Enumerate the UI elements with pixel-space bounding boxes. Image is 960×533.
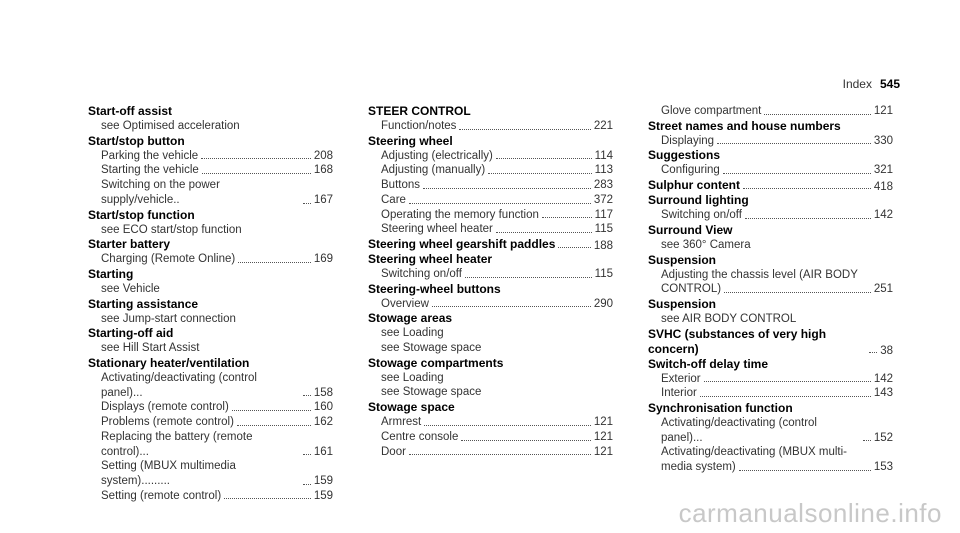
entry-title-line bbox=[648, 253, 893, 268]
sub-entry bbox=[368, 341, 613, 356]
sub-entry bbox=[648, 208, 893, 223]
index-entry bbox=[368, 282, 613, 312]
dot-leader bbox=[409, 454, 591, 455]
entry-title: Starting-off aid bbox=[88, 326, 174, 341]
sub-entry bbox=[368, 208, 613, 223]
entry-title-line bbox=[88, 356, 333, 371]
sub-entry-text: Activating/deactivating (MBUX multi- bbox=[661, 446, 847, 459]
sub-entry bbox=[88, 371, 333, 400]
entry-title: Start/stop button bbox=[88, 133, 185, 148]
sub-entry bbox=[88, 252, 333, 267]
dot-leader bbox=[739, 470, 871, 471]
entry-title-line bbox=[88, 237, 333, 252]
page-reference: 142 bbox=[873, 209, 893, 222]
index-entry bbox=[88, 237, 333, 267]
page-reference: 208 bbox=[313, 149, 333, 162]
index-entry bbox=[88, 134, 333, 208]
dot-leader bbox=[409, 203, 591, 204]
dot-leader bbox=[459, 129, 590, 130]
sub-entry-text: Operating the memory function bbox=[381, 208, 539, 221]
page-reference: 162 bbox=[313, 416, 333, 429]
index-entry bbox=[368, 400, 613, 459]
entry-title-line bbox=[368, 311, 613, 326]
entry-title-line bbox=[88, 326, 333, 341]
entry-title: Steering-wheel buttons bbox=[368, 281, 501, 296]
page-reference: 321 bbox=[873, 164, 893, 177]
sub-entry bbox=[648, 282, 893, 297]
sub-entry bbox=[648, 134, 893, 149]
sub-entry bbox=[368, 119, 613, 134]
sub-entry-text: Activating/deactivating (control panel)... bbox=[661, 417, 817, 444]
dot-leader bbox=[424, 425, 591, 426]
sub-entry-text: Displays (remote control) bbox=[101, 401, 229, 414]
sub-entry-text: Adjusting (manually) bbox=[381, 164, 486, 177]
dot-leader bbox=[717, 143, 871, 144]
entry-title-line bbox=[648, 401, 893, 416]
entry-title: Synchronisation function bbox=[648, 401, 793, 416]
sub-entry-text: see Hill Start Assist bbox=[101, 342, 200, 355]
sub-entry bbox=[368, 385, 613, 400]
dot-leader bbox=[465, 277, 592, 278]
entry-title-line bbox=[648, 178, 893, 193]
index-entry bbox=[648, 253, 893, 297]
sub-entry-text: Starting the vehicle bbox=[101, 164, 199, 177]
sub-entry bbox=[88, 149, 333, 164]
index-entry bbox=[88, 208, 333, 238]
sub-entry bbox=[648, 312, 893, 327]
entry-title-line bbox=[648, 193, 893, 208]
page-reference: 372 bbox=[593, 193, 613, 206]
entry-title-line bbox=[88, 208, 333, 223]
entry-title-line bbox=[368, 356, 613, 371]
dot-leader bbox=[461, 440, 590, 441]
index-entry bbox=[368, 356, 613, 400]
page-number: 545 bbox=[879, 77, 900, 91]
sub-entry bbox=[88, 119, 333, 134]
page-reference: 143 bbox=[873, 387, 893, 400]
page-reference: 114 bbox=[594, 149, 613, 162]
index-entry bbox=[88, 326, 333, 356]
entry-title-line bbox=[368, 282, 613, 297]
sub-entry-text: see 360° Camera bbox=[661, 238, 751, 251]
dot-leader bbox=[496, 232, 592, 233]
entry-title: Sulphur content bbox=[648, 178, 740, 193]
index-column-1 bbox=[88, 104, 333, 503]
index-entry bbox=[368, 252, 613, 282]
page-reference: 160 bbox=[313, 401, 333, 414]
sub-entry-text: Armrest bbox=[381, 416, 422, 429]
entry-title: Suspension bbox=[648, 252, 717, 267]
dot-leader bbox=[496, 158, 592, 159]
entry-title-line bbox=[88, 297, 333, 312]
sub-entry-text: see Vehicle bbox=[101, 282, 160, 295]
page-reference: 290 bbox=[593, 297, 613, 310]
entry-title: SVHC (substances of very high concern) bbox=[648, 326, 827, 356]
dot-leader bbox=[745, 218, 871, 219]
dot-leader bbox=[224, 498, 311, 499]
dot-leader bbox=[869, 352, 877, 353]
sub-entry-text: Interior bbox=[661, 387, 697, 400]
entry-title: Steering wheel bbox=[368, 133, 453, 148]
sub-entry bbox=[648, 268, 893, 283]
page-reference: 121 bbox=[593, 445, 613, 458]
entry-title: STEER CONTROL bbox=[368, 104, 471, 118]
entry-title: Stowage compartments bbox=[368, 355, 504, 370]
sub-entry bbox=[88, 223, 333, 238]
page-reference: 161 bbox=[313, 445, 333, 458]
sub-entry bbox=[368, 163, 613, 178]
sub-entry-text: Care bbox=[381, 193, 406, 206]
entry-title: Starter battery bbox=[88, 237, 171, 252]
sub-entry bbox=[648, 386, 893, 401]
page-reference: 251 bbox=[873, 283, 893, 296]
entry-title-line bbox=[368, 252, 613, 267]
sub-entry-text: Exterior bbox=[661, 372, 701, 385]
page-reference: 221 bbox=[593, 120, 613, 132]
page-reference: 159 bbox=[313, 474, 333, 487]
sub-entry bbox=[368, 415, 613, 430]
sub-entry-text: Switching on/off bbox=[381, 267, 462, 280]
index-entry bbox=[648, 119, 893, 149]
sub-entry bbox=[368, 326, 613, 341]
sub-entry-text: Adjusting the chassis level (AIR BODY bbox=[661, 268, 858, 281]
dot-leader bbox=[558, 247, 590, 248]
dot-leader bbox=[201, 158, 311, 159]
dot-leader bbox=[202, 173, 311, 174]
entry-title: Stowage space bbox=[368, 400, 455, 415]
entry-title-line bbox=[368, 400, 613, 415]
sub-entry-text: CONTROL) bbox=[661, 283, 722, 296]
entry-title: Stowage areas bbox=[368, 311, 453, 326]
sub-entry bbox=[648, 416, 893, 445]
entry-title: Surround View bbox=[648, 222, 733, 237]
dot-leader bbox=[237, 425, 311, 426]
entry-title: Starting assistance bbox=[88, 296, 199, 311]
entry-title: Steering wheel gearshift paddles bbox=[368, 236, 556, 251]
sub-entry-text: see AIR BODY CONTROL bbox=[661, 312, 797, 325]
sub-entry bbox=[648, 163, 893, 178]
sub-entry-text: see Loading bbox=[381, 327, 444, 340]
page-reference: 159 bbox=[313, 489, 333, 502]
entry-title-line bbox=[88, 267, 333, 282]
page-reference: 38 bbox=[880, 344, 893, 357]
dot-leader bbox=[432, 306, 591, 307]
entry-title-line bbox=[368, 134, 613, 149]
sub-entry bbox=[368, 297, 613, 312]
sub-entry-text: Adjusting (electrically) bbox=[381, 149, 493, 162]
sub-entry bbox=[368, 222, 613, 237]
sub-entry-text: see Optimised acceleration bbox=[101, 120, 240, 132]
sub-entry bbox=[368, 178, 613, 193]
index-entry bbox=[368, 134, 613, 237]
entry-title-line bbox=[88, 134, 333, 149]
page-reference: 418 bbox=[873, 181, 893, 194]
page-reference: 115 bbox=[594, 267, 613, 280]
page-reference: 188 bbox=[593, 239, 613, 252]
sub-entry-text: Centre console bbox=[381, 430, 459, 443]
page-reference: 152 bbox=[873, 431, 893, 444]
sub-entry bbox=[368, 149, 613, 164]
page-reference: 167 bbox=[313, 193, 333, 206]
page-reference: 330 bbox=[873, 134, 893, 147]
sub-entry-text: Buttons bbox=[381, 179, 420, 192]
index-entry bbox=[368, 104, 613, 134]
sub-entry bbox=[88, 415, 333, 430]
entry-title: Stationary heater/ventilation bbox=[88, 356, 250, 371]
index-entry bbox=[648, 193, 893, 223]
page-header bbox=[843, 77, 900, 91]
page-reference: 169 bbox=[313, 253, 333, 266]
index-entry bbox=[648, 327, 893, 357]
sub-entry bbox=[648, 104, 893, 119]
sub-entry-text: Switching on/off bbox=[661, 209, 742, 222]
index-entry bbox=[88, 297, 333, 327]
sub-entry bbox=[88, 312, 333, 327]
sub-entry bbox=[88, 341, 333, 356]
entry-title-line bbox=[648, 119, 893, 134]
sub-entry-text: media system) bbox=[661, 461, 736, 474]
dot-leader bbox=[303, 454, 311, 455]
entry-title-line bbox=[368, 104, 613, 119]
entry-title: Start-off assist bbox=[88, 104, 173, 118]
index-entry bbox=[88, 104, 333, 134]
entry-title-line bbox=[368, 237, 613, 252]
sub-entry-text: Setting (MBUX multimedia system)......... bbox=[101, 460, 236, 487]
dot-leader bbox=[542, 217, 592, 218]
page-reference: 115 bbox=[594, 223, 613, 236]
index-label: Index bbox=[842, 77, 872, 91]
sub-entry bbox=[648, 460, 893, 475]
entry-title-line bbox=[648, 327, 893, 357]
entry-title: Suggestions bbox=[648, 148, 721, 163]
sub-entry bbox=[88, 178, 333, 207]
sub-entry-text: Glove compartment bbox=[661, 105, 762, 117]
sub-entry bbox=[88, 400, 333, 415]
sub-entry bbox=[368, 267, 613, 282]
sub-entry-text: see Loading bbox=[381, 371, 444, 384]
dot-leader bbox=[303, 203, 311, 204]
index-column-2 bbox=[368, 104, 613, 459]
page-reference: 117 bbox=[594, 208, 613, 221]
sub-entry-text: Steering wheel heater bbox=[381, 223, 493, 236]
sub-entry bbox=[88, 459, 333, 488]
entry-title: Suspension bbox=[648, 296, 717, 311]
sub-entry-text: Setting (remote control) bbox=[101, 489, 222, 502]
sub-entry bbox=[88, 489, 333, 504]
sub-entry-text: see Stowage space bbox=[381, 386, 482, 399]
sub-entry bbox=[88, 430, 333, 459]
dot-leader bbox=[764, 114, 870, 115]
sub-entry-text: see ECO start/stop function bbox=[101, 223, 242, 236]
entry-title: Starting bbox=[88, 266, 134, 281]
sub-entry-text: Door bbox=[381, 445, 406, 458]
index-entry bbox=[648, 223, 893, 253]
entry-title-line bbox=[648, 297, 893, 312]
index-entry bbox=[368, 237, 613, 252]
entry-title: Street names and house numbers bbox=[648, 118, 841, 133]
index-column-3 bbox=[648, 104, 893, 475]
entry-title-line bbox=[88, 104, 333, 119]
sub-entry-text: Charging (Remote Online) bbox=[101, 253, 236, 266]
index-entry bbox=[368, 311, 613, 355]
index-entry bbox=[648, 297, 893, 327]
index-entry bbox=[648, 178, 893, 193]
sub-entry-text: Activating/deactivating (control panel)... bbox=[101, 372, 257, 399]
sub-entry bbox=[88, 282, 333, 297]
entry-title-line bbox=[648, 148, 893, 163]
dot-leader bbox=[863, 440, 871, 441]
entry-title: Start/stop function bbox=[88, 207, 195, 222]
sub-entry-text: see Jump-start connection bbox=[101, 312, 236, 325]
dot-leader bbox=[423, 188, 591, 189]
dot-leader bbox=[238, 262, 311, 263]
index-entry bbox=[648, 148, 893, 178]
sub-entry bbox=[368, 445, 613, 460]
dot-leader bbox=[700, 396, 871, 397]
dot-leader bbox=[232, 410, 311, 411]
dot-leader bbox=[704, 381, 871, 382]
page-reference: 153 bbox=[873, 461, 893, 474]
page-reference: 283 bbox=[593, 179, 613, 192]
sub-entry-text: Replacing the battery (remote control)... bbox=[101, 430, 253, 458]
watermark: carmanualsonline.info bbox=[678, 498, 942, 528]
sub-entry bbox=[368, 371, 613, 386]
sub-entry bbox=[648, 445, 893, 460]
sub-entry bbox=[648, 238, 893, 253]
dot-leader bbox=[723, 173, 871, 174]
dot-leader bbox=[488, 173, 591, 174]
entry-title: Steering wheel heater bbox=[368, 251, 493, 266]
index-entry bbox=[648, 104, 893, 119]
dot-leader bbox=[303, 484, 311, 485]
dot-leader bbox=[743, 188, 871, 189]
entry-title-line bbox=[648, 223, 893, 238]
sub-entry bbox=[648, 372, 893, 387]
index-entry bbox=[88, 267, 333, 297]
entry-title: Surround lighting bbox=[648, 193, 749, 208]
sub-entry bbox=[368, 430, 613, 445]
index-entry bbox=[648, 401, 893, 475]
page-reference: 113 bbox=[594, 164, 613, 177]
page-reference: 158 bbox=[313, 386, 333, 399]
sub-entry-text: Parking the vehicle bbox=[101, 149, 199, 162]
sub-entry bbox=[368, 193, 613, 208]
page-reference: 168 bbox=[313, 164, 333, 177]
entry-title: Switch-off delay time bbox=[648, 356, 769, 371]
index-entry bbox=[88, 356, 333, 503]
page-reference: 121 bbox=[593, 430, 613, 443]
sub-entry-text: Overview bbox=[381, 297, 429, 310]
page-reference: 142 bbox=[873, 372, 893, 385]
sub-entry-text: see Stowage space bbox=[381, 342, 482, 355]
sub-entry-text: Configuring bbox=[661, 164, 720, 177]
dot-leader bbox=[303, 395, 311, 396]
page-reference: 121 bbox=[873, 105, 893, 117]
sub-entry bbox=[88, 163, 333, 178]
sub-entry-text: Displaying bbox=[661, 134, 715, 147]
dot-leader bbox=[724, 292, 871, 293]
sub-entry-text: Switching on the power supply/vehicle.. bbox=[101, 179, 220, 206]
index-entry bbox=[648, 357, 893, 401]
sub-entry-text: Function/notes bbox=[381, 120, 457, 132]
sub-entry-text: Problems (remote control) bbox=[101, 416, 234, 429]
entry-title-line bbox=[648, 357, 893, 372]
page-reference: 121 bbox=[593, 416, 613, 429]
